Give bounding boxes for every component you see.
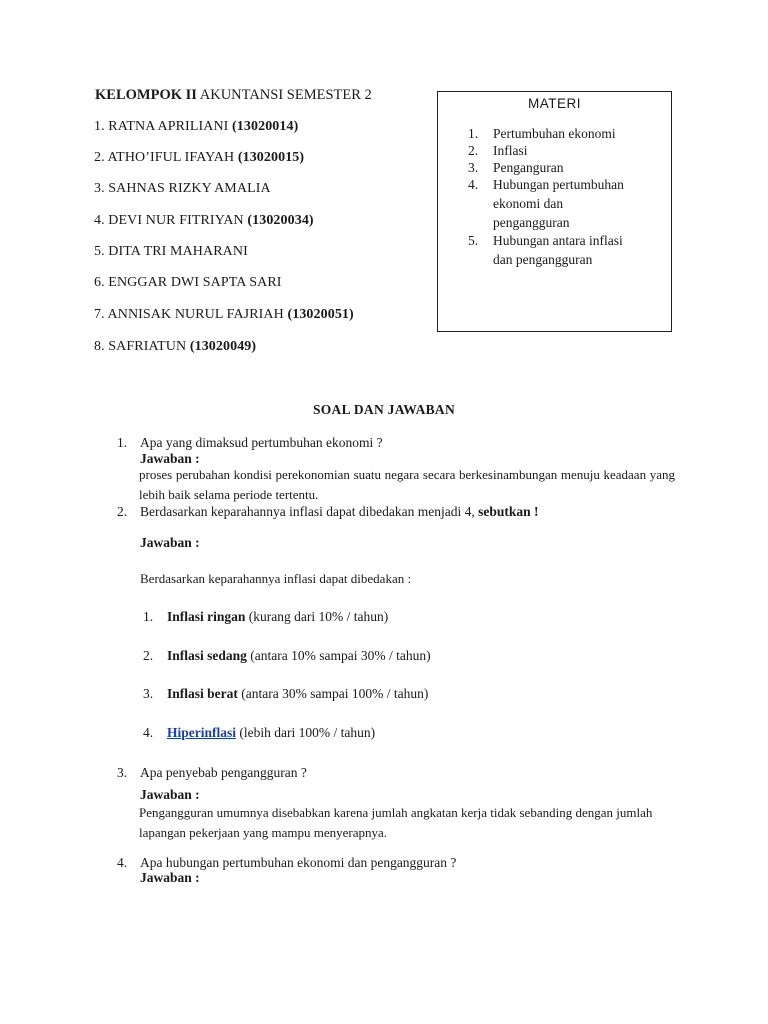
answer-label: Jawaban : [140, 870, 200, 885]
materi-item: pengangguran [493, 215, 570, 230]
list-desc: (lebih dari 100% / tahun) [236, 725, 376, 740]
materi-item: dan pengangguran [493, 252, 593, 267]
member-name: 8. SAFRIATUN [94, 339, 190, 354]
list-term: Inflasi berat [167, 686, 238, 701]
answer-intro: Berdasarkan keparahannya inflasi dapat dibedakan : [140, 571, 412, 586]
answer-text: proses perubahan kondisi perekonomian suatu negara secara berkesinambungan menuju keadaan yang lebih baik selama periode tertentu. [139, 467, 675, 502]
materi-item: ekonomi dan [493, 196, 564, 211]
member-name: 2. ATHO’IFUL IFAYAH [94, 150, 238, 165]
list-item [167, 648, 431, 664]
list-item [167, 686, 428, 702]
member-id: (13020014) [232, 119, 299, 134]
member-item [94, 150, 304, 166]
question-text [140, 504, 539, 520]
member-name: 5. DITA TRI MAHARANI [94, 244, 248, 259]
materi-number: 5. [468, 233, 479, 248]
member-item [94, 213, 314, 229]
list-desc: (antara 10% sampai 30% / tahun) [246, 648, 431, 663]
question-number: 4. [117, 855, 128, 870]
materi-number: 2. [468, 143, 479, 158]
materi-number: 4. [468, 177, 479, 192]
question-number: 1. [117, 435, 128, 450]
hiperinflasi-link[interactable]: Hiperinflasi [167, 725, 237, 740]
materi-item: Inflasi [493, 143, 528, 158]
materi-number: 1. [468, 126, 479, 141]
answer-label: Jawaban : [140, 451, 200, 466]
group-heading-rest: AKUNTANSI SEMESTER 2 [196, 87, 372, 103]
question-text-main: Berdasarkan keparahannya inflasi dapat dibedakan menjadi 4, [140, 504, 479, 519]
question-text: Apa penyebab pengangguran ? [140, 765, 307, 780]
group-heading [95, 87, 372, 104]
answer-label: Jawaban : [140, 787, 200, 802]
materi-title: MATERI [528, 96, 581, 111]
question-text-bold: sebutkan ! [478, 504, 539, 519]
member-item [94, 275, 282, 291]
list-number: 1. [143, 609, 154, 624]
member-item [94, 339, 256, 355]
answer-text: Pengangguran umumnya disebabkan karena jumlah angkatan kerja tidak sebanding dengan jumlah lapangan pekerjaan yang mampu menyerapnya. [139, 805, 653, 840]
member-name: 1. RATNA APRILIANI [94, 119, 233, 134]
section-title: SOAL DAN JAWABAN [312, 402, 456, 417]
materi-item: Pertumbuhan ekonomi [493, 126, 616, 141]
materi-item: Hubungan pertumbuhan [493, 177, 624, 192]
member-item [94, 119, 298, 135]
list-number: 4. [143, 725, 154, 740]
member-id: (13020034) [247, 213, 314, 228]
list-term: Inflasi sedang [167, 648, 247, 663]
materi-item: Hubungan antara inflasi [493, 233, 623, 248]
member-id: (13020049) [189, 339, 257, 354]
question-number: 3. [117, 765, 128, 780]
question-text: Apa yang dimaksud pertumbuhan ekonomi ? [140, 435, 383, 450]
question-text: Apa hubungan pertumbuhan ekonomi dan pengangguran ? [140, 855, 457, 870]
group-heading-bold: KELOMPOK II [95, 87, 197, 103]
member-item [94, 244, 248, 260]
list-item [167, 609, 388, 625]
materi-item: Penganguran [493, 160, 564, 175]
question-number: 2. [117, 504, 128, 519]
materi-number: 3. [468, 160, 479, 175]
member-id: (13020051) [287, 307, 354, 322]
member-name: 7. ANNISAK NURUL FAJRIAH [94, 307, 288, 322]
member-item [94, 307, 354, 323]
list-number: 3. [143, 686, 154, 701]
member-name: 3. SAHNAS RIZKY AMALIA [94, 181, 271, 196]
member-name: 6. ENGGAR DWI SAPTA SARI [94, 275, 282, 290]
list-desc: (antara 30% sampai 100% / tahun) [237, 686, 429, 701]
member-item [94, 181, 271, 197]
member-name: 4. DEVI NUR FITRIYAN [94, 213, 248, 228]
list-desc: (kurang dari 10% / tahun) [245, 609, 389, 624]
member-id: (13020015) [237, 150, 305, 165]
list-number: 2. [143, 648, 154, 663]
list-term: Inflasi ringan [167, 609, 246, 624]
answer-label: Jawaban : [140, 535, 200, 550]
list-item [167, 725, 375, 741]
